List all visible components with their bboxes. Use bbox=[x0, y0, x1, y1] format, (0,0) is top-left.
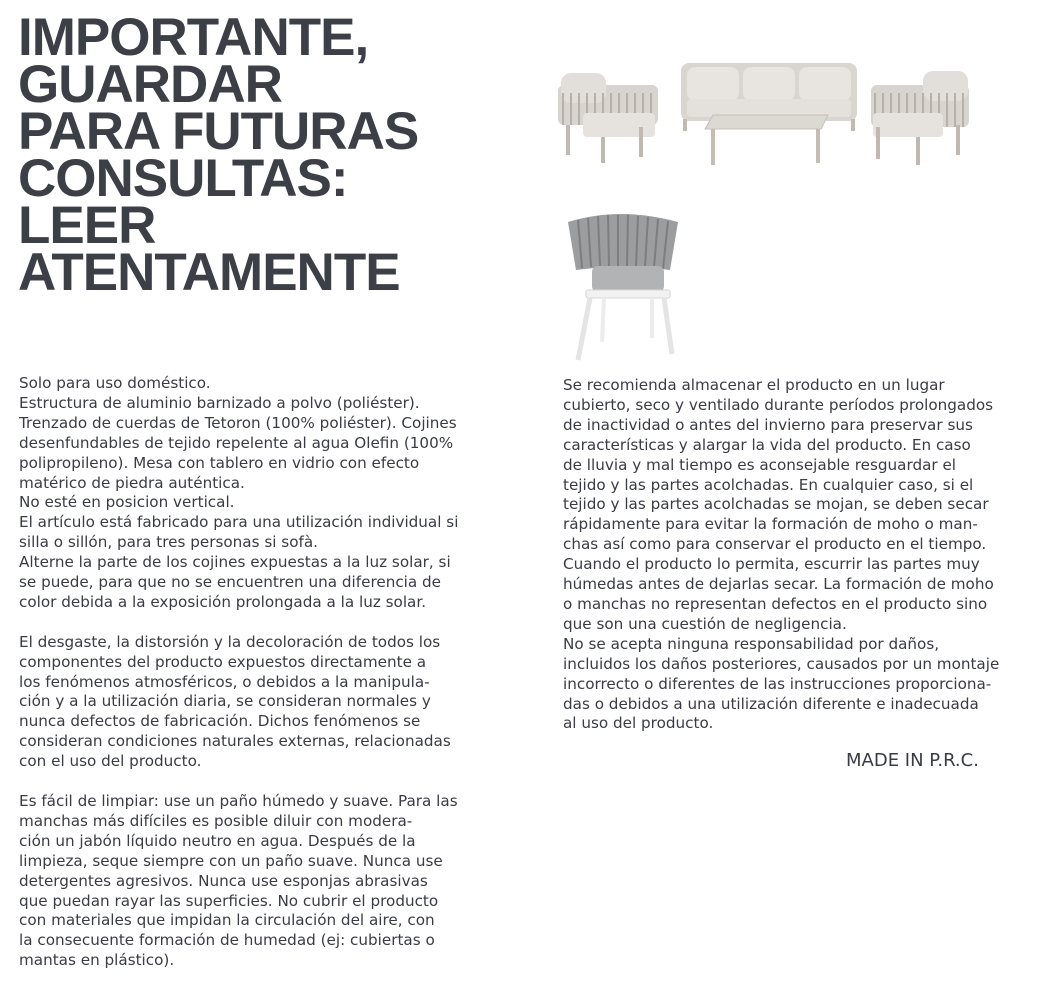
text-line: consideran condiciones naturales externas, relacionadas bbox=[19, 732, 451, 751]
title-line: LEER bbox=[18, 196, 156, 255]
text-line: Es fácil de limpiar: use un paño húmedo y suave. Para las bbox=[19, 792, 458, 810]
text-line: color debida a la exposición prolongada a la luz solar. bbox=[19, 592, 427, 611]
dining-chair-icon bbox=[568, 214, 678, 360]
text-line: tejido y las partes acolchadas. En cualquier caso, si el bbox=[563, 475, 974, 494]
title-line: IMPORTANTE, bbox=[18, 8, 369, 67]
text-line: desenfundables de tejido repelente al agua Olefin (100% bbox=[19, 433, 454, 452]
made-in-label: MADE IN P.R.C. bbox=[846, 750, 979, 771]
text-line: que son una cuestión de negligencia. bbox=[563, 614, 847, 633]
text-line: matérico de piedra auténtica. bbox=[19, 473, 245, 492]
armchair-left-icon bbox=[558, 73, 658, 163]
text-line: No esté en posicion vertical. bbox=[19, 493, 235, 512]
paragraph-gap bbox=[19, 772, 489, 792]
text-line: limpieza, seque siempre con un paño suave. Nunca use bbox=[19, 851, 443, 870]
text-line: se puede, para que no se encuentren una diferencia de bbox=[19, 573, 442, 592]
text-line: das o debidos a una utilización diferente e inadecuada bbox=[563, 694, 979, 713]
text-line: ción un jabón líquido neutro en agua. Después de la bbox=[19, 831, 416, 850]
page-title bbox=[18, 8, 438, 302]
text-line: Se recomienda almacenar el producto en un lugar bbox=[563, 376, 945, 394]
text-line: rápidamente para evitar la formación de moho o man- bbox=[563, 515, 978, 534]
text-line: Trenzado de cuerdas de Tetoron (100% poliéster). Cojines bbox=[19, 413, 457, 432]
left-text-column bbox=[19, 374, 489, 971]
text-line: con el uso del producto. bbox=[19, 752, 202, 771]
coffee-table-icon bbox=[705, 115, 828, 165]
text-line: manchas más difíciles es posible diluir con modera- bbox=[19, 811, 413, 830]
text-line: la consecuente formación de humedad (ej: cubiertas o bbox=[19, 931, 435, 950]
text-line: El artículo está fabricado para una utilización individual si bbox=[19, 513, 459, 532]
text-line: Cuando el producto lo permita, escurrir las partes muy bbox=[563, 555, 980, 574]
text-line: Estructura de aluminio barnizado a polvo (poliéster). bbox=[19, 393, 420, 412]
title-line: CONSULTAS: bbox=[18, 149, 348, 208]
text-line: El desgaste, la distorsión y la decoloración de todos los bbox=[19, 632, 441, 651]
text-line: húmedas antes de dejarlas secar. La formación de moho bbox=[563, 575, 994, 594]
text-line: No se acepta ninguna responsabilidad por daños, bbox=[563, 634, 940, 653]
paragraph-gap bbox=[19, 613, 489, 633]
text-line: Solo para uso doméstico. bbox=[19, 374, 211, 392]
title-line: ATENTAMENTE bbox=[18, 243, 400, 302]
text-line: de lluvia y mal tiempo es aconsejable resguardar el bbox=[563, 455, 957, 474]
text-line: componentes del producto expuestos directamente a bbox=[19, 652, 427, 671]
text-line: Alterne la parte de los cojines expuestas a la luz solar, si bbox=[19, 553, 451, 572]
dining-chair-image bbox=[560, 208, 685, 368]
text-line: los fenómenos atmosféricos, o debidos a la manipula- bbox=[19, 672, 430, 691]
text-line: detergentes agresivos. Nunca use esponjas abrasivas bbox=[19, 871, 428, 890]
text-line: de inactividad o antes del invierno para preservar sus bbox=[563, 415, 973, 434]
title-line: PARA FUTURAS bbox=[18, 102, 419, 161]
title-line: GUARDAR bbox=[18, 55, 282, 114]
text-line: polipropileno). Mesa con tablero en vidrio con efecto bbox=[19, 453, 420, 472]
outdoor-furniture-set-image bbox=[553, 55, 978, 175]
text-line: chas así como para conservar el producto en el tiempo. bbox=[563, 535, 987, 554]
text-line: nunca defectos de fabricación. Dichos fenómenos se bbox=[19, 712, 421, 731]
right-text-column bbox=[563, 376, 1033, 734]
text-line: al uso del producto. bbox=[563, 714, 714, 733]
text-line: características y alargar la vida del producto. En caso bbox=[563, 435, 971, 454]
text-line: que puedan rayar las superficies. No cubrir el producto bbox=[19, 891, 439, 910]
text-line: cubierto, seco y ventilado durante períodos prolongados bbox=[563, 395, 994, 414]
text-line: mantas en plástico). bbox=[19, 951, 175, 970]
armchair-right-icon bbox=[871, 71, 969, 165]
text-line: ción y a la utilización diaria, se consideran normales y bbox=[19, 692, 431, 711]
text-line: o manchas no representan defectos en el producto sino bbox=[563, 594, 988, 613]
text-line: incorrecto o diferentes de las instrucciones proporciona- bbox=[563, 674, 992, 693]
text-line: tejido y las partes acolchadas se mojan, se deben secar bbox=[563, 495, 989, 514]
text-line: con materiales que impidan la circulación del aire, con bbox=[19, 911, 435, 930]
text-line: silla o sillón, para tres personas si sofà. bbox=[19, 533, 318, 552]
text-line: incluidos los daños posteriores, causados por un montaje bbox=[563, 654, 1000, 673]
